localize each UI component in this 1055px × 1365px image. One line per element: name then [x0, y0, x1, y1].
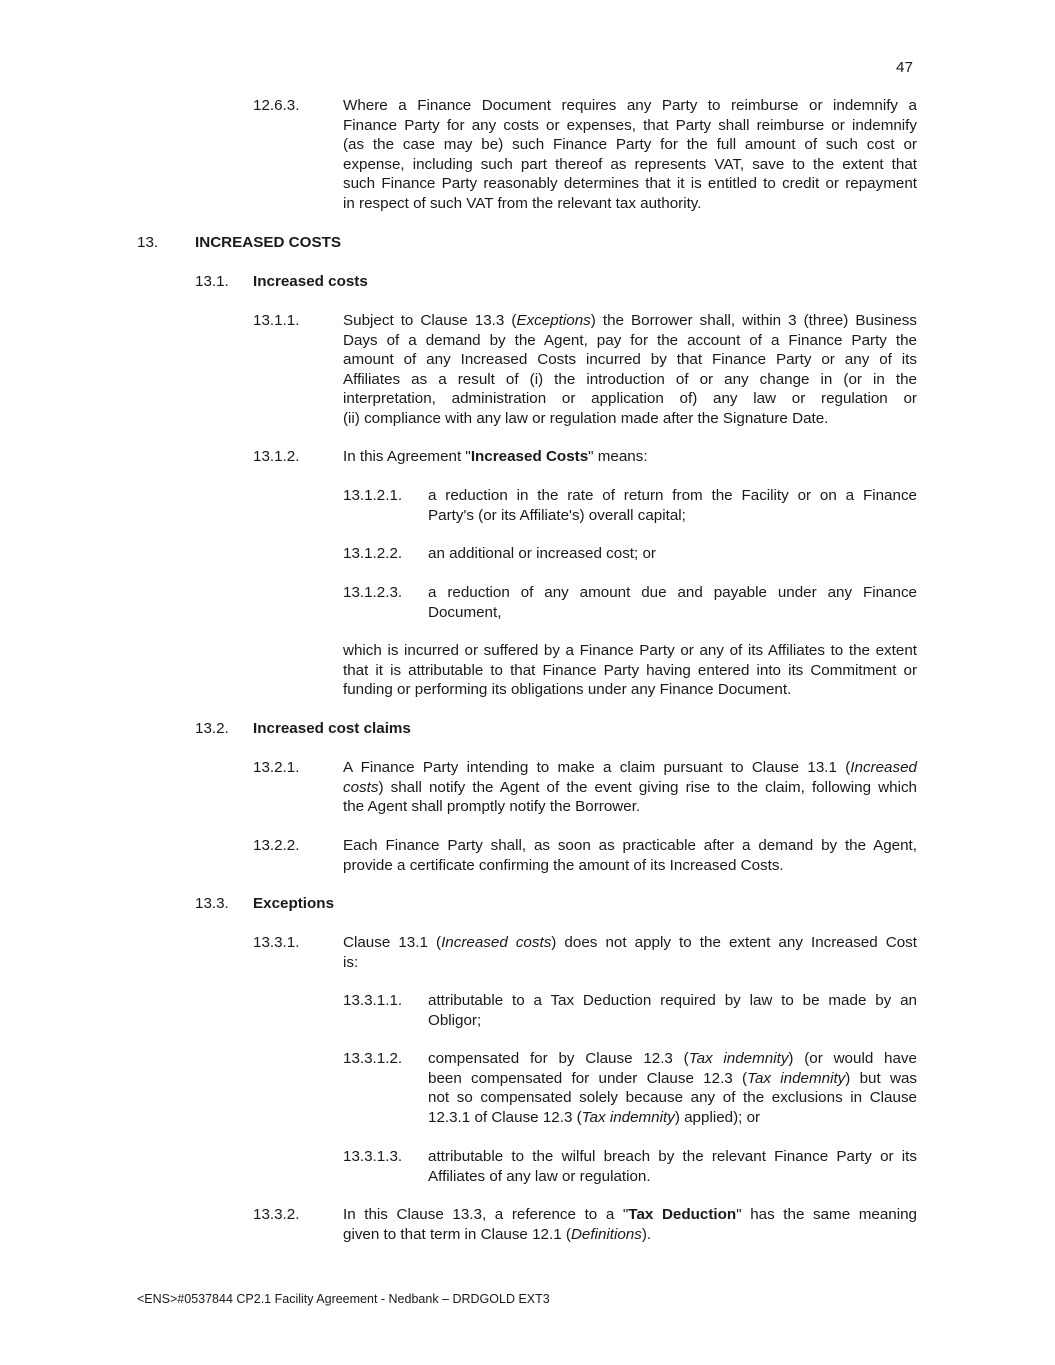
- clause-number: 13.2.: [195, 720, 229, 737]
- text-line: compensated for by Clause 12.3 (Tax indemnity) (or would have: [428, 1050, 917, 1067]
- clause-number: 13.3.1.: [253, 934, 300, 951]
- clause-13-3-2-text: [343, 1205, 917, 1244]
- text-line: given to that term in Clause 12.1 (Definitions).: [343, 1225, 652, 1243]
- clause-number: 13.1.1.: [253, 312, 300, 329]
- text-line: Each Finance Party shall, as soon as practicable after a demand by the Agent,: [343, 837, 917, 854]
- text-line: 12.3.1 of Clause 12.3 (Tax indemnity) applied); or: [428, 1108, 761, 1126]
- text-line: expense, including such part thereof as represents VAT, save to the extent that: [343, 155, 917, 173]
- text-line: amount of any Increased Costs incurred by that Finance Party or any of its: [343, 351, 917, 368]
- section-heading: INCREASED COSTS: [195, 234, 341, 251]
- clause-13-2-1-text: [343, 758, 917, 817]
- document-footer: <ENS>#0537844 CP2.1 Facility Agreement - Nedbank – DRDGOLD EXT3: [137, 1292, 550, 1306]
- text-line: (ii) compliance with any law or regulation made after the Signature Date.: [343, 409, 829, 427]
- clause-heading: Increased cost claims: [253, 720, 411, 737]
- text-line: been compensated for under Clause 12.3 (Tax indemnity) but was: [428, 1069, 917, 1087]
- text-line: which is incurred or suffered by a Finance Party or any of its Affiliates to the extent: [343, 642, 917, 659]
- text-line: an additional or increased cost; or: [428, 545, 656, 562]
- text-line: provide a certificate confirming the amount of its Increased Costs.: [343, 856, 784, 874]
- clause-12-6-3-text: [343, 96, 917, 213]
- text-line: Document,: [428, 603, 502, 621]
- clause-13-2-2-text: [343, 836, 917, 875]
- clause-number: 13.3.2.: [253, 1206, 300, 1223]
- clause-heading: Exceptions: [253, 895, 335, 912]
- text-line: Subject to Clause 13.3 (Exceptions) the Borrower shall, within 3 (three) Business: [343, 312, 917, 329]
- clause-number: 13.1.2.1.: [343, 487, 403, 504]
- page-number: 47: [896, 59, 913, 76]
- text-line: Finance Party for any costs or expenses, that Party shall reimburse or indemnify: [343, 116, 917, 134]
- text-line: Affiliates as a result of (i) the introduction of or any change in (or in the: [343, 370, 917, 388]
- clause-number: 13.2.2.: [253, 837, 300, 854]
- clause-number: 13.1.: [195, 273, 229, 290]
- clause-number: 12.6.3.: [253, 97, 300, 114]
- text-line: attributable to the wilful breach by the relevant Finance Party or its: [428, 1148, 917, 1165]
- text-line: such Finance Party reasonably determines that it is entitled to credit or repayment: [343, 175, 917, 192]
- text-line: is:: [343, 953, 359, 971]
- text-line: a reduction in the rate of return from the Facility or on a Finance: [428, 487, 917, 504]
- section-number: 13.: [137, 234, 159, 251]
- text-line: (as the case may be) such Finance Party for the full amount of such cost or: [343, 136, 917, 153]
- clause-13-3-1-2-text: [428, 1049, 917, 1127]
- clause-number: 13.1.2.3.: [343, 584, 403, 601]
- clause-13-3-1-3-text: [428, 1147, 917, 1186]
- text-line: Days of a demand by the Agent, pay for the account of a Finance Party the: [343, 331, 917, 349]
- clause-13-1-1-text: [343, 311, 917, 428]
- clause-13-1-2-3-text: [428, 583, 917, 622]
- text-line: Clause 13.1 (Increased costs) does not apply to the extent any Increased Cost: [343, 934, 917, 951]
- text-line: funding or performing its obligations under any Finance Document.: [343, 681, 792, 698]
- text-line: a reduction of any amount due and payable under any Finance: [428, 584, 917, 601]
- text-line: the Agent shall promptly notify the Borrower.: [343, 798, 641, 815]
- text-line: Party's (or its Affiliate's) overall capital;: [428, 506, 686, 524]
- clause-number: 13.3.1.2.: [343, 1050, 403, 1067]
- clause-13-3-1-text: [343, 933, 917, 972]
- clause-number: 13.3.1.1.: [343, 992, 403, 1009]
- text-line: Obligor;: [428, 1011, 482, 1029]
- clause-number: 13.3.: [195, 895, 229, 912]
- text-line: In this Agreement "Increased Costs" means:: [343, 448, 648, 465]
- clause-number: 13.3.1.3.: [343, 1148, 403, 1165]
- text-line: In this Clause 13.3, a reference to a "Tax Deduction" has the same meaning: [343, 1206, 918, 1223]
- text-line: in respect of such VAT from the relevant tax authority.: [343, 194, 702, 212]
- text-line: costs) shall notify the Agent of the event giving rise to the claim, following which: [343, 778, 917, 796]
- text-line: Where a Finance Document requires any Party to reimburse or indemnify a: [343, 97, 917, 114]
- clause-number: 13.1.2.2.: [343, 545, 403, 562]
- text-line: interpretation, administration or application of) any law or regulation or: [343, 390, 917, 407]
- text-line: Affiliates of any law or regulation.: [428, 1167, 651, 1185]
- clause-13-1-2-1-text: [428, 486, 917, 525]
- clause-number: 13.2.1.: [253, 759, 300, 776]
- text-line: A Finance Party intending to make a claim pursuant to Clause 13.1 (Increased: [343, 759, 917, 776]
- text-line: that it is attributable to that Finance Party having entered into its Commitment or: [343, 661, 917, 679]
- clause-13-1-2-2-text: [428, 544, 917, 564]
- clause-13-1-2-text: [343, 447, 917, 467]
- clause-number: 13.1.2.: [253, 448, 300, 465]
- clause-heading: Increased costs: [253, 273, 368, 290]
- clause-13-3-1-1-text: [428, 991, 917, 1030]
- text-line: not so compensated solely because any of the exclusions in Clause: [428, 1089, 917, 1106]
- text-line: attributable to a Tax Deduction required by law to be made by an: [428, 992, 917, 1009]
- clause-13-1-2-tail-text: [343, 641, 917, 700]
